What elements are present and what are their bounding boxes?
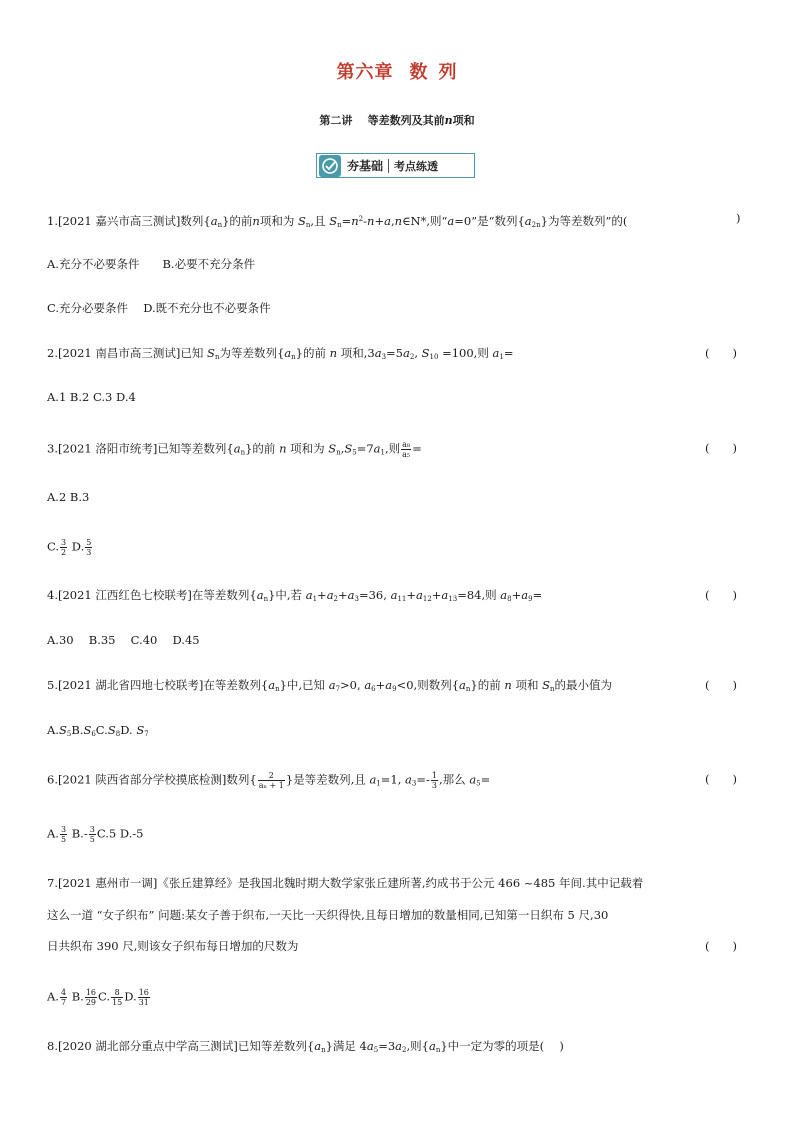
- section-title-a: 等差数列及其前: [367, 114, 445, 127]
- answer-paren-4: ( ): [705, 588, 737, 602]
- badge-divider: [388, 159, 389, 173]
- question-7-line1: 7.[2021 惠州市一调]《张丘建算经》是我国北魏时期大数学家张丘建所著,约成书于公元 466 ~485 年间.其中记载着: [47, 876, 644, 890]
- options-4: A.30 B.35 C.40 D.45: [47, 633, 200, 647]
- badge-main-label: 夯基础: [347, 159, 384, 173]
- answer-paren-3: ( ): [705, 441, 737, 455]
- question-7-line2: 这么一道 “女子织布” 问题:某女子善于织布,一天比一天织得快,且每日增加的数量相同,已知第一日织布 5 尺,30: [47, 908, 609, 922]
- options-1a: A.充分不必要条件 B.必要不充分条件: [47, 257, 256, 271]
- options-3a: A.2 B.3: [47, 490, 90, 504]
- question-3: 3.[2021 洛阳市统考]已知等差数列$\{a_n\}$的前 n 项和为 $S_n,S_5=7a_1$,则 $\frac{\text{a₈}}{\text{a₅}}$ =: [47, 440, 422, 459]
- answer-paren-5: ( ): [705, 678, 737, 692]
- answer-paren-6: ( ): [705, 772, 737, 786]
- answer-paren-2: ( ): [705, 346, 737, 360]
- options-3b: C. $\frac{3}{2}$ D. $\frac{5}{3}$: [47, 538, 92, 557]
- question-1: 1.[2021 嘉兴市高三测试]数列$\{a_n\}$的前n项和为 $S_n$,且 $S_n=n^2-n+a,n\in N*$,则“a=0”是“数列$\{a_{2n}\}$为等差数列”的(: [47, 214, 628, 229]
- section-n: n: [444, 114, 453, 127]
- section-title-b: 项和: [452, 114, 475, 127]
- section-badge: [316, 153, 475, 178]
- chapter-title: [0, 58, 794, 84]
- question-7-line3: 日共织布 390 尺,则该女子织布每日增加的尺数为: [47, 939, 299, 953]
- question-8: 8.[2020 湖北部分重点中学高三测试]已知等差数列$\{a_n\}$满足 $4a_5=3a_2$,则$\{a_n\}$中一定为零的项是( ): [47, 1039, 564, 1054]
- section-prefix: 第二讲: [319, 114, 353, 127]
- check-target-icon: [319, 155, 341, 177]
- chapter-name-2: 列: [438, 62, 458, 83]
- options-2: A.1 B.2 C.3 D.4: [47, 390, 136, 404]
- chapter-name-1: 数: [409, 62, 429, 83]
- chapter-number: 第六章: [336, 62, 394, 83]
- question-6: 6.[2021 陕西省部分学校摸底检测]数列{ $\frac{2}{\text{aₙ + 1}}$ }是等差数列,且 $a_1=1$, $a_3=-$ $\frac{1}{3}$ ,那么 $a_5=$: [47, 771, 491, 790]
- question-4: 4.[2021 江西红色七校联考]在等差数列$\{a_n\}$中,若 $a_1+a_2+a_3=36$, $a_{11}+a_{12}+a_{13}=84$,则 $a_8+a_9=$: [47, 588, 543, 603]
- question-5: 5.[2021 湖北省四地七校联考]在等差数列$\{a_n\}$中,已知 $a_7>0$, $a_6+a_9<0$,则数列$\{a_n\}$的前 n 项和 $S_n$的最小值为: [47, 678, 613, 693]
- answer-paren-1: ): [736, 211, 741, 225]
- answer-paren-7: ( ): [705, 939, 737, 953]
- options-1b: C.充分必要条件 D.既不充分也不必要条件: [47, 301, 271, 315]
- question-2: 2.[2021 南昌市高三测试]已知 $S_n$为等差数列$\{a_n\}$的前 n 项和$,3a_3=5a_2$, $S_{10} =100$,则 $a_1=$: [47, 346, 514, 361]
- options-7: A. $\frac{4}{7}$ B. $\frac{16}{29}$ C. $\frac{8}{15}$ D. $\frac{16}{31}$: [47, 988, 149, 1007]
- fraction: $\frac{\text{a₈}}{\text{a₅}}$: [402, 440, 411, 459]
- badge-sub-label: 考点练透: [394, 159, 439, 173]
- options-6: A. $\frac{3}{5}$ B.- $\frac{3}{5}$ C.5 D.-5: [47, 825, 144, 844]
- section-title: [0, 112, 794, 128]
- options-5: $A.S_5B.S_6C.S_8D$. $S_7$: [47, 723, 149, 738]
